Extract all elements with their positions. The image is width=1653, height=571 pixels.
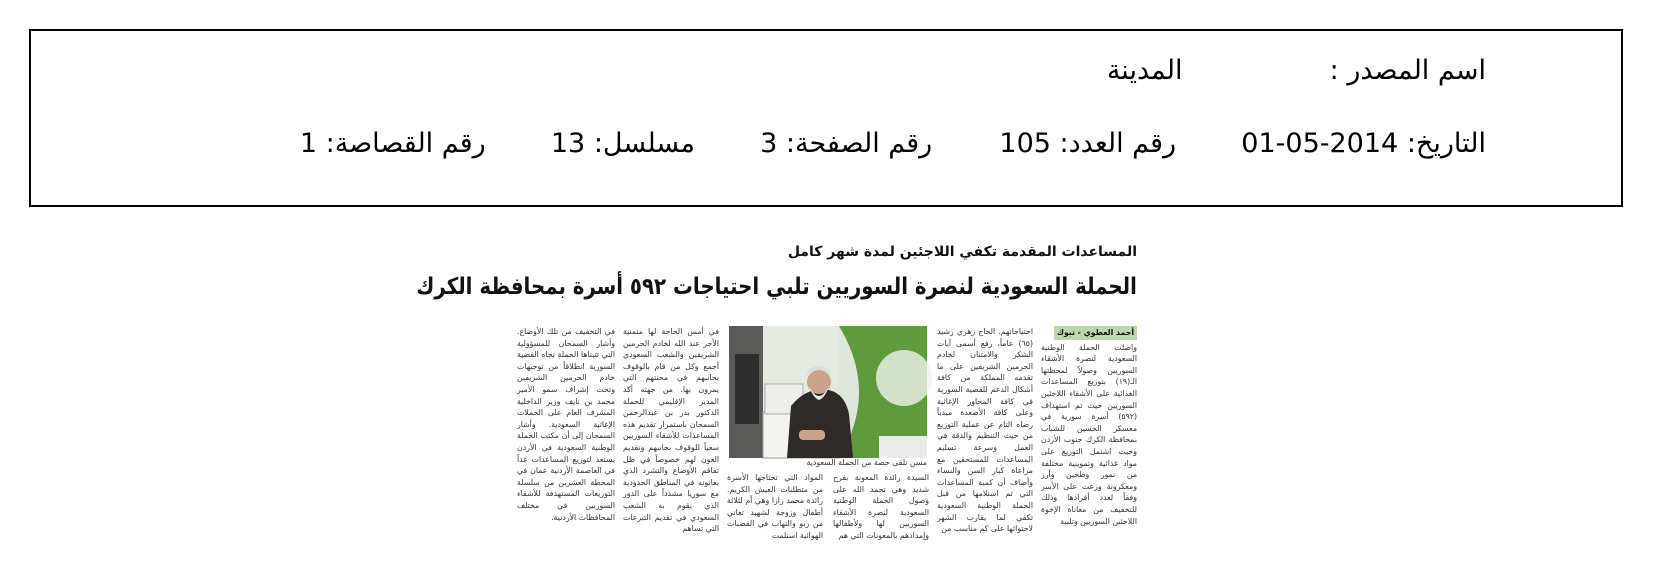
newspaper-clipping bbox=[416, 240, 1137, 552]
page-number-label: رقم الصفحة: bbox=[785, 128, 933, 159]
article-column-5-text: في التخفيف من تلك الأوضاع. وأشار السمحان للمسؤولية التي تتبناها الحملة تجاه القضية السورية انطلاقاً من توجيهات خادم الحرمين الشريفين وتحت إشراف سمو الأمير محمد بن نايف وزير الداخلية المشرف العام على الحملات الإغاثية السعودية. وأشار السمحان إلى أن مكتب الحملة الوطنية السعودية في الأردن يستعد لتوزيع المساعدات غداً في العاصمة الأردنية عمان في المحطة العشرين من سلسلة التوزيعات المستهدفة للأشقاء السوريين في مختلف المحافظات الأردنية. bbox=[517, 327, 615, 522]
source-name-value: المدينة bbox=[1106, 55, 1183, 86]
page-number-value: 3 bbox=[760, 128, 778, 159]
article-column-3b-text: السيدة رائدة المعونة بفرح شديد وهي تحمد الله على وصول الحملة الوطنية السعودية لنصرة الأشقاء السوريين لها ولأطفالها وإمدادهم بالمعونات التي هم bbox=[833, 473, 929, 540]
source-metadata-box bbox=[29, 29, 1623, 207]
issue-info-row bbox=[300, 128, 1486, 159]
article-byline: أحمد العطوي - تبوك bbox=[1054, 326, 1137, 340]
issue-number-value: 105 bbox=[999, 128, 1051, 159]
article-column-2 bbox=[937, 326, 1033, 548]
article-column-1-text: واصلت الحملة الوطنية السعودية لنصرة الأشقاء السوريين وصولاً لمحطتها الـ(١٩) بتوزيع المساعدات الغذائية على الأشقاء اللاجئين السوريين حيث تم استهداف (٥٩٢) أسرة سورية في معسكر الحسين للشباب بمحافظة الكرك جنوب الأردن وحيث اشتمل التوزيع على مواد غذائية وتموينية مختلفة من تمور وطحين وأرز ومعكرونة وزعت على الأسر وفقاً لعدد أفرادها وذلك للتخفيف من معاناة الإخوة اللاجئين السوريين وتلبية bbox=[1041, 342, 1137, 526]
article-column-2-text: احتياجاتهم. الحاج زهري رشيد (٦٥) عاماً، رفع أسمى آيات الشكر والامتنان لخادم الحرمين الشريفين على ما تقدمه المملكة من كافة أشكال الدعم للقضية السورية في كافة المحاور الإغاثية وعلى كافة الأصعدة مبدياً رضاه التام عن عملية التوزيع من حيث التنظيم والدقة في العمل وسرعة تسليم المساعدات للمستحقين مع مراعاة كبار السن والنساء وأضاف أن كمية المساعدات التي تم استلامها من قبل الحملة الوطنية السعودية تكفي لما يقارب الشهر لاحتوائها على كم مناسب من bbox=[937, 327, 1033, 534]
photo-caption: مسن تلقى حصة من الحملة السعودية bbox=[806, 458, 927, 467]
source-name-label: اسم المصدر : bbox=[1329, 55, 1486, 86]
serial-label: مسلسل: bbox=[593, 128, 695, 159]
article-kicker: المساعدات المقدمة تكفي اللاجئين لمدة شهر كامل bbox=[787, 244, 1137, 260]
date-label: التاريخ: bbox=[1406, 128, 1486, 159]
article-column-2b-text: المواد التي تحتاجها الأسرة من متطلبات العيش الكريم. رائدة محمد زازا وهي أم لثلاثة أطفال وزوجة لشهيد تعاني من ربو والتهاب في القصبات الهوائية استلمت bbox=[727, 473, 823, 540]
clip-number-label: رقم القصاصة: bbox=[325, 128, 486, 159]
article-column-2b bbox=[727, 472, 823, 548]
serial-value: 13 bbox=[550, 128, 586, 159]
article-column-4-text: في أمس الحاجة لها متمنية الأجر عند الله لخادم الحرمين الشريفين والشعب السعودي أجمع وكل من قام بالوقوف بجانبهم في محنتهم التي يمرون بها. من جهته أكد المدير الإقليمي للحملة الدكتور بدر بن عبدالرحمن السمحان باستمرار تقديم هذه المساعدات للأشقاء السوريين سعياً للوقوف بجانبهم وتقديم العون لهم خصوصاً في ظل تفاقم الأوضاع والتشرد الذي يعانونه في المناطق الحدودية مع سوريا مشدداً على الدور الذي يقوم به الشعب السعودي في تقديم التبرعات التي تساهم bbox=[623, 327, 719, 534]
elderly-man-photo bbox=[729, 326, 927, 458]
article-column-4 bbox=[623, 326, 719, 548]
article-photo bbox=[729, 326, 927, 458]
issue-number-label: رقم العدد: bbox=[1059, 128, 1177, 159]
article-column-5 bbox=[517, 326, 615, 548]
article-column-1 bbox=[1041, 326, 1137, 548]
article-headline: الحملة السعودية لنصرة السوريين تلبي احتياجات ٥٩٢ أسرة بمحافظة الكرك bbox=[416, 274, 1137, 300]
date-value: 2014-05-01 bbox=[1241, 128, 1399, 159]
clip-number-value: 1 bbox=[299, 128, 318, 159]
article-column-3b bbox=[833, 472, 929, 548]
source-name-row bbox=[1107, 55, 1486, 86]
